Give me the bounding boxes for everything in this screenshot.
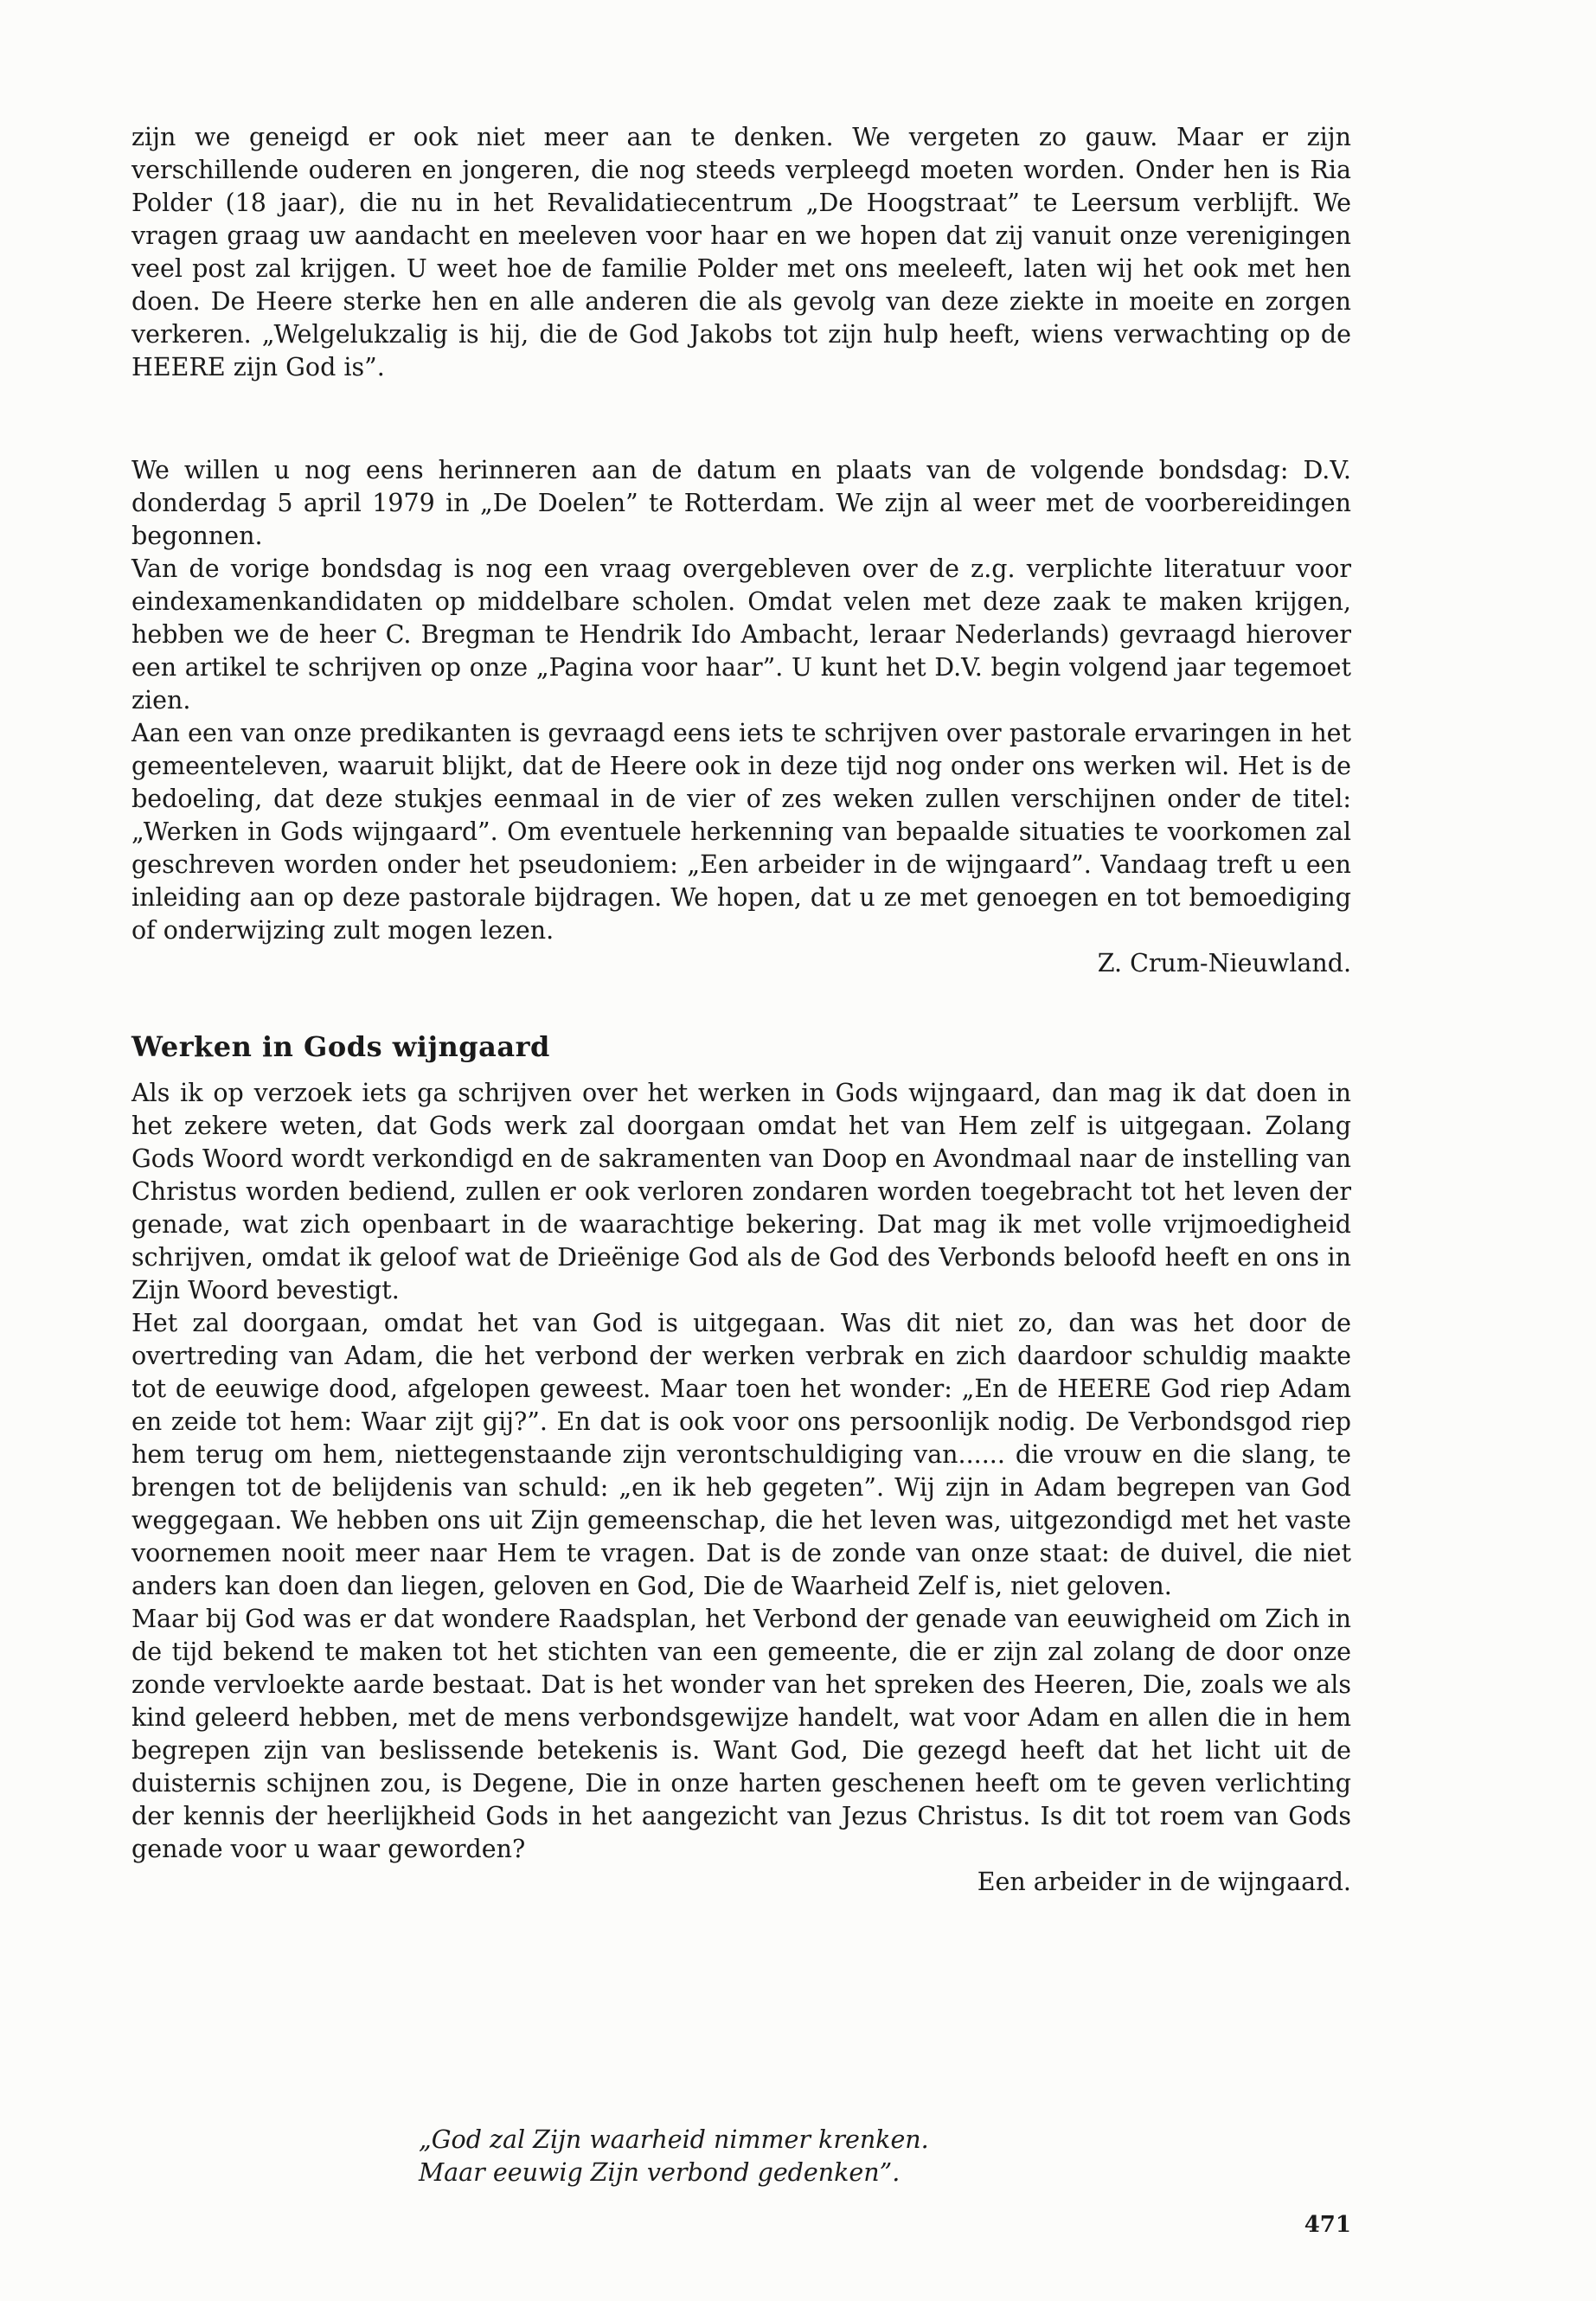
page-number: 471 [1304, 2212, 1351, 2238]
intro-section [131, 121, 1351, 384]
notice-paragraph-pastorale: Aan een van onze predikanten is gevraagd eens iets te schrijven over pastorale ervaringen in het gemeenteleven, waaruit blijkt, dat de Heere ook in deze tijd nog onder ons werken wil. Het is de bedoeling, dat deze stukjes eenmaal in de vier of zes weken zullen verschijnen onder de titel: „Werken in Gods wijngaard”. Om eventuele herkenning van bepaalde situaties te voorkomen zal geschreven worden onder het pseudoniem: „Een arbeider in de wijngaard”. Vandaag treft u een inleiding aan op deze pastorale bijdragen. We hopen, dat u ze met genoegen en tot bemoediging of onderwijzing zult mogen lezen. [131, 719, 1351, 945]
article-signature: Een arbeider in de wijngaard. [977, 1868, 1351, 1896]
article-paragraph-2: Het zal doorgaan, omdat het van God is uitgegaan. Was dit niet zo, dan was het door de overtreding van Adam, die het verbond der werken verbrak en zich daardoor schuldig maakte tot de eeuwige dood, afgelopen geweest. Maar toen het wonder: „En de HEERE God riep Adam en zeide tot hem: Waar zijt gij?”. En dat is ook voor ons persoonlijk nodig. De Verbondsgod riep hem terug om hem, niettegenstaande zijn verontschuldiging van...... die vrouw en die slang, te brengen tot de belijdenis van schuld: „en ik heb gegeten”. Wij zijn in Adam begrepen van God weggegaan. We hebben ons uit Zijn gemeenschap, die het leven was, uitgezondigd met het vaste voornemen nooit meer naar Hem te vragen. Dat is de zonde van onze staat: de duivel, die niet anders kan doen dan liegen, geloven en God, Die de Waarheid Zelf is, niet geloven. [131, 1309, 1351, 1600]
article-paragraph-3: Maar bij God was er dat wondere Raadsplan, het Verbond der genade van eeuwigheid om Zich in de tijd bekend te maken tot het stichten van een gemeente, die er zijn zal zolang de door onze zonde vervloekte aarde bestaat. Dat is het wonder van het spreken des Heeren, Die, zoals we als kind geleerd hebben, met de mens verbondsgewijze handelt, wat voor Adam en allen die in hem begrepen zijn van beslissende betekenis is. Want God, Die gezegd heeft dat het licht uit de duisternis schijnen zou, is Degene, Die in onze harten geschenen heeft om te geven verlichting der kennis der heerlijkheid Gods in het aangezicht van Jezus Christus. Is dit tot roem van Gods genade voor u waar geworden? [131, 1605, 1351, 1863]
notice-section [131, 454, 1351, 980]
quote-line-1: „God zal Zijn waarheid nimmer krenken. [419, 2125, 929, 2154]
article-body [131, 1077, 1351, 1899]
closing-quote [419, 2124, 929, 2189]
notice-paragraph-bondsdag: We willen u nog eens herinneren aan de datum en plaats van de volgende bondsdag: D.V. donderdag 5 april 1979 in „De Doelen” te Rotterdam. We zijn al weer met de voorbereidingen begonnen. [131, 456, 1351, 550]
article-paragraph-1: Als ik op verzoek iets ga schrijven over het werken in Gods wijngaard, dan mag ik dat doen in het zekere weten, dat Gods werk zal doorgaan omdat het van Hem zelf is uitgegaan. Zolang Gods Woord wordt verkondigd en de sakramenten van Doop en Avondmaal naar de instelling van Christus worden bediend, zullen er ook verloren zondaren worden toegebracht tot het leven der genade, wat zich openbaart in de waarachtige bekering. Dat mag ik met volle vrijmoedigheid schrijven, omdat ik geloof wat de Drieënige God als de God des Verbonds beloofd heeft en ons in Zijn Woord bevestigt. [131, 1079, 1351, 1304]
notice-signature: Z. Crum-Nieuwland. [1097, 949, 1351, 977]
article-title: Werken in Gods wijngaard [131, 1030, 550, 1063]
quote-line-2: Maar eeuwig Zijn verbond gedenken”. [419, 2158, 901, 2187]
intro-paragraph: zijn we geneigd er ook niet meer aan te denken. We vergeten zo gauw. Maar er zijn verschillende ouderen en jongeren, die nog steeds verpleegd moeten worden. Onder hen is Ria Polder (18 jaar), die nu in het Revalidatiecentrum „De Hoogstraat” te Leersum verblijft. We vragen graag uw aandacht en meeleven voor haar en we hopen dat zij vanuit onze verenigingen veel post zal krijgen. U weet hoe de familie Polder met ons meeleeft, laten wij het ook met hen doen. De Heere sterke hen en alle anderen die als gevolg van deze ziekte in moeite en zorgen verkeren. „Welgelukzalig is hij, die de God Jakobs tot zijn hulp heeft, wiens verwachting op de HEERE zijn God is”. [131, 123, 1351, 381]
notice-paragraph-literatuur: Van de vorige bondsdag is nog een vraag overgebleven over de z.g. verplichte literatuur voor eindexamenkandidaten op middelbare scholen. Omdat velen met deze zaak te maken krijgen, hebben we de heer C. Bregman te Hendrik Ido Ambacht, leraar Nederlands) gevraagd hierover een artikel te schrijven op onze „Pagina voor haar”. U kunt het D.V. begin volgend jaar tegemoet zien. [131, 554, 1351, 715]
